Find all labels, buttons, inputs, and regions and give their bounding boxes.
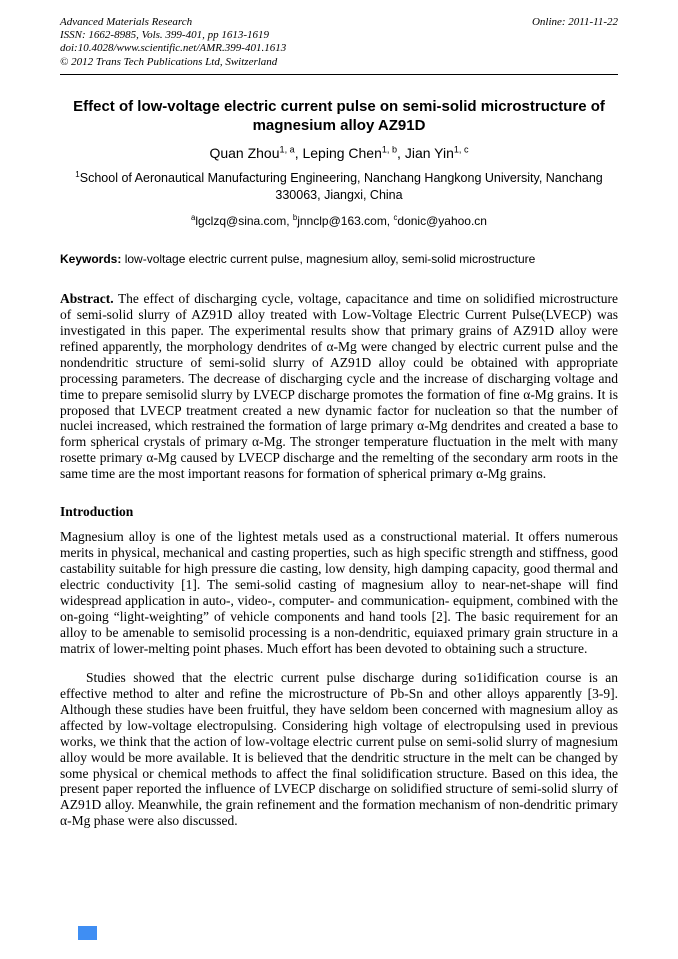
journal-title: Advanced Materials Research	[60, 16, 193, 28]
authors-line	[60, 145, 618, 161]
intro-paragraph-2: Studies showed that the electric current pulse discharge during so1idification course is an effective method to alter and refine the microstructure of Pb-Sn and other alloys apparently [3-9]. Although these studies have been fruitful, they have seldom been concerned with magnesium alloy as affected by low-voltage electropulsing. Considering high voltage of electropulsing used in previous works, we think that the action of low-voltage electric current pulse on semi-solid slurry of magnesium alloy would be more available. It is believed that the dendritic structure in the melt can be changed by some physical or chemical methods to affect the final solidification structure. Based on this idea, the present paper reported the influence of LVECP discharge on solidified structure of semi-solid slurry of AZ91D alloy. Meanwhile, the grain refinement and the formation mechanism of non-dendritic primary α-Mg phase were also discussed.	[60, 670, 618, 829]
author-separator: ,	[294, 144, 303, 161]
paper-title: Effect of low-voltage electric current pulse on semi-solid microstructure of magnesium alloy AZ91D	[73, 97, 605, 135]
author-name: Quan Zhou	[209, 144, 280, 161]
intro-paragraph-1: Magnesium alloy is one of the lightest metals used as a constructional material. It offers numerous merits in physical, mechanical and casting properties, such as high specific strength and stiffness, good castability suitable for high pressure die casting, low density, high damping capacity, good thermal and electric conductivity [1]. The semi-solid casting of magnesium alloy to near-net-shape will find widespread application in auto-, video-, computer- and communication- equipment, combined with the on-going “light-weighting” of vehicle components and hand tools [2]. The basic requirement for an alloy to be amenable to semisolid processing is a non-dendritic, equiaxed primary grain structure in a matrix of lower-melting point phases. Much effort has been devoted to obtaining such a structure.	[60, 529, 618, 656]
abstract-label: Abstract.	[60, 291, 114, 307]
email-address: lgclzq@sina.com,	[195, 213, 290, 228]
affiliation-superscript: 1	[75, 169, 80, 179]
author-name: Jian Yin	[404, 144, 454, 161]
email-superscript: b	[292, 212, 298, 222]
online-date: Online: 2011-11-22	[531, 16, 618, 28]
email-superscript: c	[393, 212, 398, 222]
keywords-text: low-voltage electric current pulse, magnesium alloy, semi-solid microstructure	[124, 251, 536, 266]
keywords-line	[60, 252, 618, 268]
header-divider	[60, 74, 618, 75]
abstract-paragraph	[60, 291, 618, 482]
selection-highlight	[78, 926, 97, 940]
keywords-label: Keywords:	[60, 251, 122, 266]
affiliation-text: School of Aeronautical Manufacturing Engineering, Nanchang Hangkong University, Nanchang 330063, Jiangxi, China	[79, 170, 603, 202]
abstract-text: The effect of discharging cycle, voltage, capacitance and time on solidified microstructure of semi-solid slurry of AZ91D alloy treated with Low-Voltage Electric Current Pulse(LVECP) was investigated in this paper. The experimental results show that primary grains of AZ91D alloy were refined apparently, the morphology dendrites of α-Mg were changed by electric current pulse and the nondendritic structure of semi-solid slurry of AZ91D alloy could be obtained with appropriate processing parameters. The decrease of discharging cycle and the increase of discharging voltage and time to prepare semisolid slurry by LVECP discharge promotes the formation of fine α-Mg grains. It is proposed that LVECP treatment created a new dynamic factor for nucleation so that the number of nuclei increased, which restrained the formation of large primary α-Mg dendrites and created a base to form spherical crystals of primary α-Mg. The stronger temperature fluctuation in the melt with many rosette primary α-Mg caused by LVECP discharge and the remelting of the secondary arm roots in the same time are the most important reasons for formation of spherical primary α-Mg grains.	[60, 291, 618, 482]
email-superscript: a	[191, 212, 196, 222]
emails-line	[60, 214, 618, 228]
copyright-line: © 2012 Trans Tech Publications Ltd, Switzerland	[60, 55, 278, 68]
author-separator: ,	[397, 144, 405, 161]
author-superscript: 1, b	[381, 144, 398, 155]
issn-line: ISSN: 1662-8985, Vols. 399-401, pp 1613-1619	[60, 29, 269, 42]
author-superscript: 1, a	[279, 144, 295, 155]
doi-line: doi:10.4028/www.scientific.net/AMR.399-401.1613	[60, 42, 287, 55]
affiliation	[60, 170, 618, 204]
author-superscript: 1, c	[453, 144, 469, 155]
journal-info-block	[60, 16, 286, 69]
section-heading-introduction: Introduction	[60, 504, 134, 520]
page-header	[60, 16, 618, 69]
author-name: Leping Chen	[302, 144, 382, 161]
email-address: donic@yahoo.cn	[397, 213, 487, 228]
email-address: jnnclp@163.com,	[297, 213, 391, 228]
